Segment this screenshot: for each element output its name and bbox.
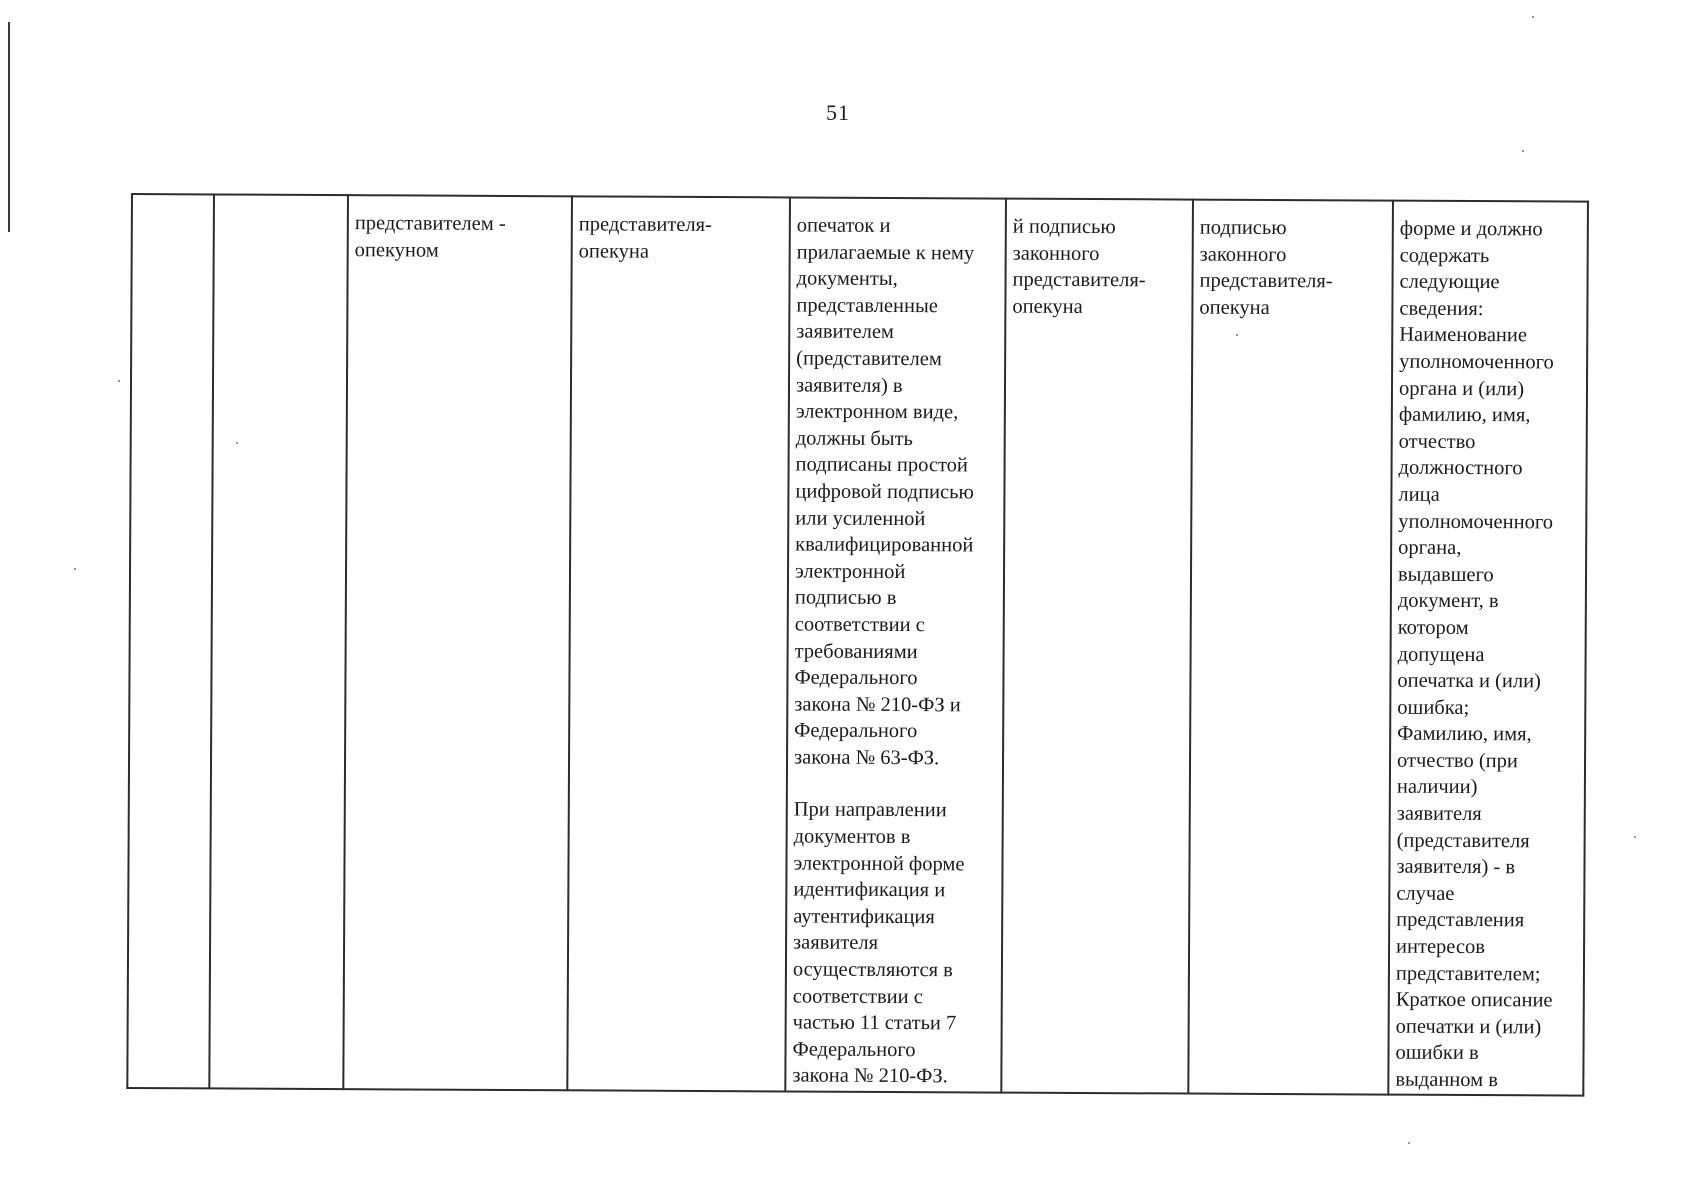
cell-applicant-category: представителем - опекуном: [343, 195, 572, 1090]
scan-speck: [1408, 1142, 1410, 1144]
scan-speck: [118, 380, 120, 382]
cell-signature-guardian: подписью законного представителя- опекуна: [1188, 200, 1393, 1095]
scan-binding-edge: [8, 22, 10, 232]
cell-requirements: [785, 197, 1006, 1092]
cell-number: [127, 194, 214, 1088]
cell-signature-legal: й подписью законного представителя- опекуна: [1001, 199, 1193, 1094]
cell-service: [209, 194, 348, 1088]
cell-content-requirements: форме и должно содержать следующие сведения: Наименование уполномоченного органа и (или) фамилию, имя, отчество должностного лица уполномоченного органа, выдавшего документ, в котором допущена опечатка и (или) ошибка; Фамилию, имя, отчество (при наличии) заявителя (представителя заявителя) - в случае представления интересов представителем; Краткое описание опечатки и (или) ошибки в выданном в: [1388, 201, 1588, 1096]
scan-speck: [1634, 836, 1636, 838]
scan-speck: [74, 568, 76, 570]
table-row: [127, 194, 1588, 1095]
scan-speck: [1522, 150, 1524, 152]
scan-speck: [236, 442, 238, 444]
scan-speck: [1532, 16, 1534, 18]
requirements-paragraph-2: При направлении документов в электронной форме идентификация и аутентификация заявителя осуществляются в соответствии с частью 11 статьи 7 Федерального закона № 210-ФЗ.: [792, 798, 965, 1088]
cell-representative: представителя- опекуна: [567, 196, 790, 1091]
table-container: [126, 193, 1587, 1096]
continuation-table: [126, 193, 1589, 1096]
requirements-paragraph-1: опечаток и прилагаемые к нему документы, представленные заявителем (представителем заявителя) в электронном виде, должны быть подписаны простой цифровой подписью или усиленной квалифицированной электронной подписью в соответствии с требованиями Федерального закона № 210-ФЗ и Федерального закона № 63-ФЗ.: [793, 214, 975, 770]
scan-speck: [1236, 334, 1238, 336]
page-number: 51: [826, 100, 850, 125]
